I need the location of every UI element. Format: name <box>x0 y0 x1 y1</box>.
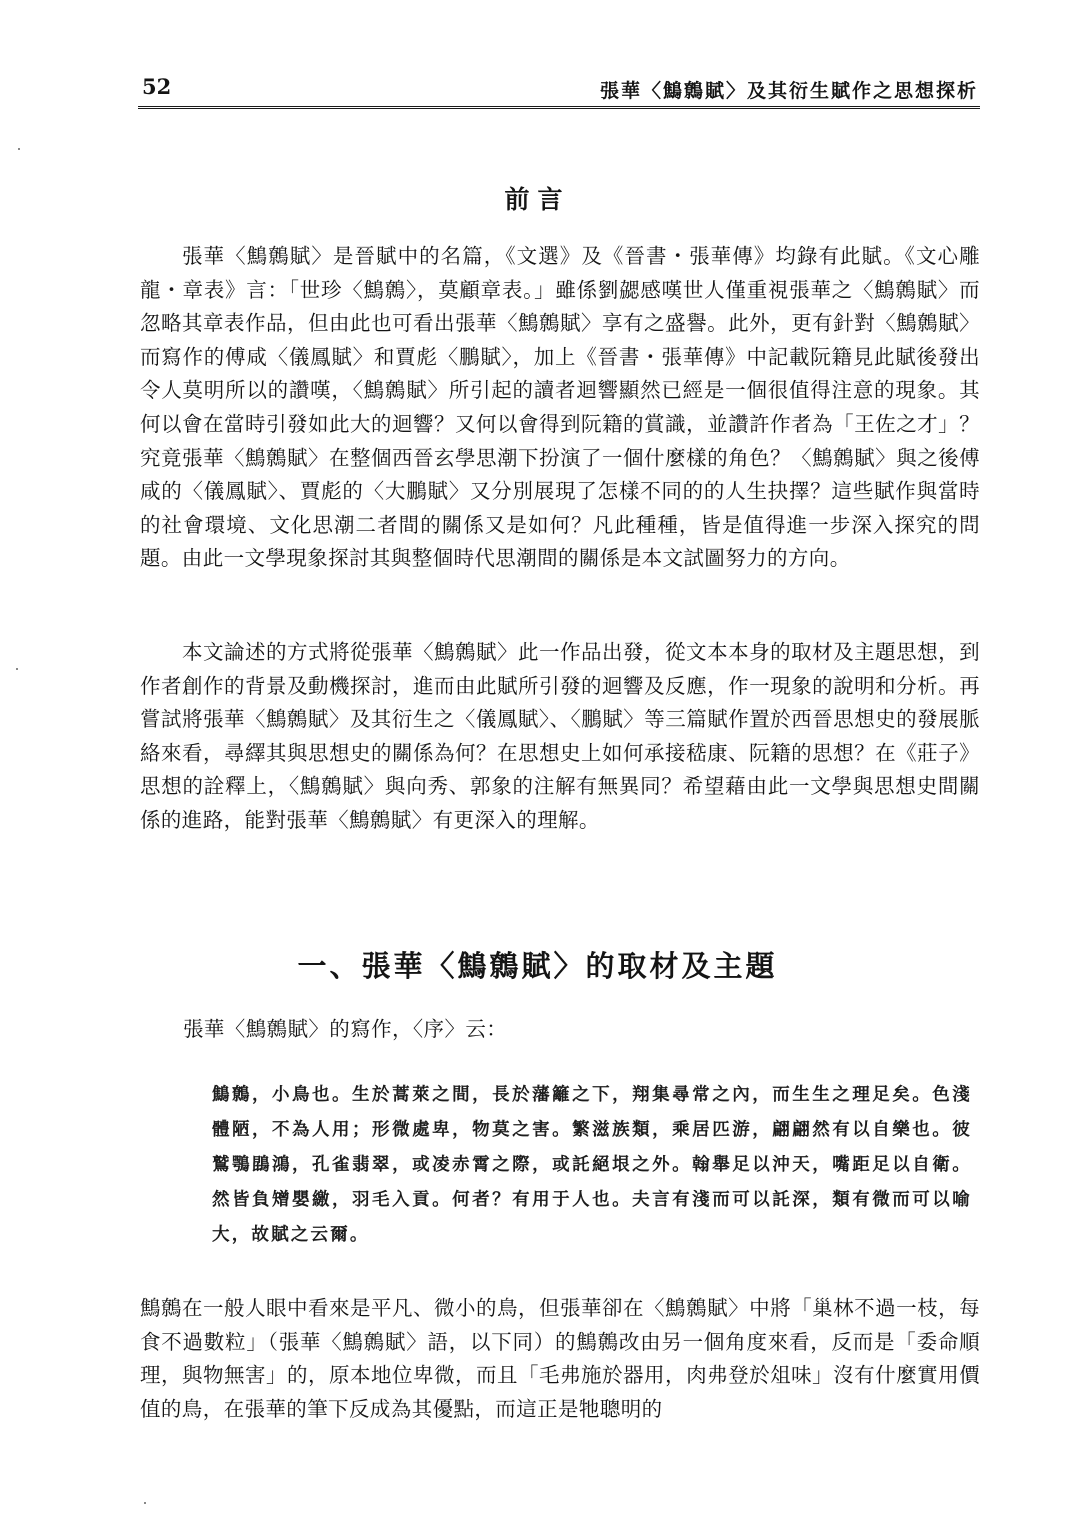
section-1-intro: 張華〈鷦鷯賦〉的寫作，〈序〉云： <box>183 1017 508 1041</box>
section-1-title: 一、張華〈鷦鷯賦〉的取材及主題 <box>297 949 778 983</box>
page-number: 52 <box>142 74 172 99</box>
running-title: 張華〈鷦鷯賦〉及其衍生賦作之思想探析 <box>599 80 978 102</box>
page-header <box>138 68 980 109</box>
preface-paragraph-2: 本文論述的方式將從張華〈鷦鷯賦〉此一作品出發，從文本本身的取材及主題思想，到作者創作的背景及動機探討，進而由此賦所引發的迴響及反應，作一現象的說明和分析。再嘗試將張華〈鷦鷯賦〉及其衍生之〈儀鳳賦〉、〈鵬賦〉等三篇賦作置於西晉思想史的發展脈絡來看，尋繹其與思想史的關係為何？在思想史上如何承接嵇康、阮籍的思想？在《莊子》思想的詮釋上，〈鷦鷯賦〉與向秀、郭象的注解有無異同？希望藉由此一文學與思想史間關係的進路，能對張華〈鷦鷯賦〉有更深入的理解。 <box>140 640 980 832</box>
scan-speck <box>16 668 18 670</box>
scan-speck <box>18 148 20 150</box>
preface-title: 前言 <box>504 185 571 214</box>
preface-paragraph-1: 張華〈鷦鷯賦〉是晉賦中的名篇，《文選》及《晉書・張華傳》均錄有此賦。《文心雕龍・章表》言：「世珍〈鷦鷯〉，莫顧章表。」雖係劉勰感嘆世人僅重視張華之〈鷦鷯賦〉而忽略其章表作品，但由此也可看出張華〈鷦鷯賦〉享有之盛譽。此外，更有針對〈鷦鷯賦〉而寫作的傅咸〈儀鳳賦〉和賈彪〈鵬賦〉，加上《晉書・張華傳》中記載阮籍見此賦後發出令人莫明所以的讚嘆，〈鷦鷯賦〉所引起的讀者迴響顯然已經是一個很值得注意的現象。其何以會在當時引發如此大的迴響？又何以會得到阮籍的賞識，並讚許作者為「王佐之才」？究竟張華〈鷦鷯賦〉在整個西晉玄學思潮下扮演了一個什麼樣的角色？〈鷦鷯賦〉與之後傅咸的〈儀鳳賦〉、賈彪的〈大鵬賦〉又分別展現了怎樣不同的的人生抉擇？這些賦作與當時的社會環境、文化思潮二者間的關係又是如何？凡此種種，皆是值得進一步深入探究的問題。由此一文學現象探討其與整個時代思潮間的關係是本文試圖努力的方向。 <box>140 244 980 571</box>
section-1-paragraph-2: 鷦鷯在一般人眼中看來是平凡、微小的鳥，但張華卻在〈鷦鷯賦〉中將「巢林不過一枝，每食不過數粒」（張華〈鷦鷯賦〉語，以下同）的鷦鷯改由另一個角度來看，反而是「委命順理，與物無害」的，原本地位卑微，而且「毛弗施於器用，肉弗登於俎味」沒有什麼實用價值的鳥，在張華的筆下反成為其優點，而這正是牠聰明的 <box>140 1296 980 1421</box>
block-quotation: 鷦鷯，小鳥也。生於蒿萊之間，長於藩籬之下，翔集尋常之內，而生生之理足矣。色淺體陋，不為人用；形微處卑，物莫之害。繁滋族類，乘居匹游，翩翩然有以自樂也。彼鷲鶚鵾鴻，孔雀翡翠，或凌赤霄之際，或託絕垠之外。翰舉足以沖天，嘴距足以自衛。然皆負矰嬰繳，羽毛入貢。何者？有用于人也。夫言有淺而可以託深，類有微而可以喻大，故賦之云爾。 <box>212 1085 972 1245</box>
scan-speck <box>144 1502 146 1504</box>
